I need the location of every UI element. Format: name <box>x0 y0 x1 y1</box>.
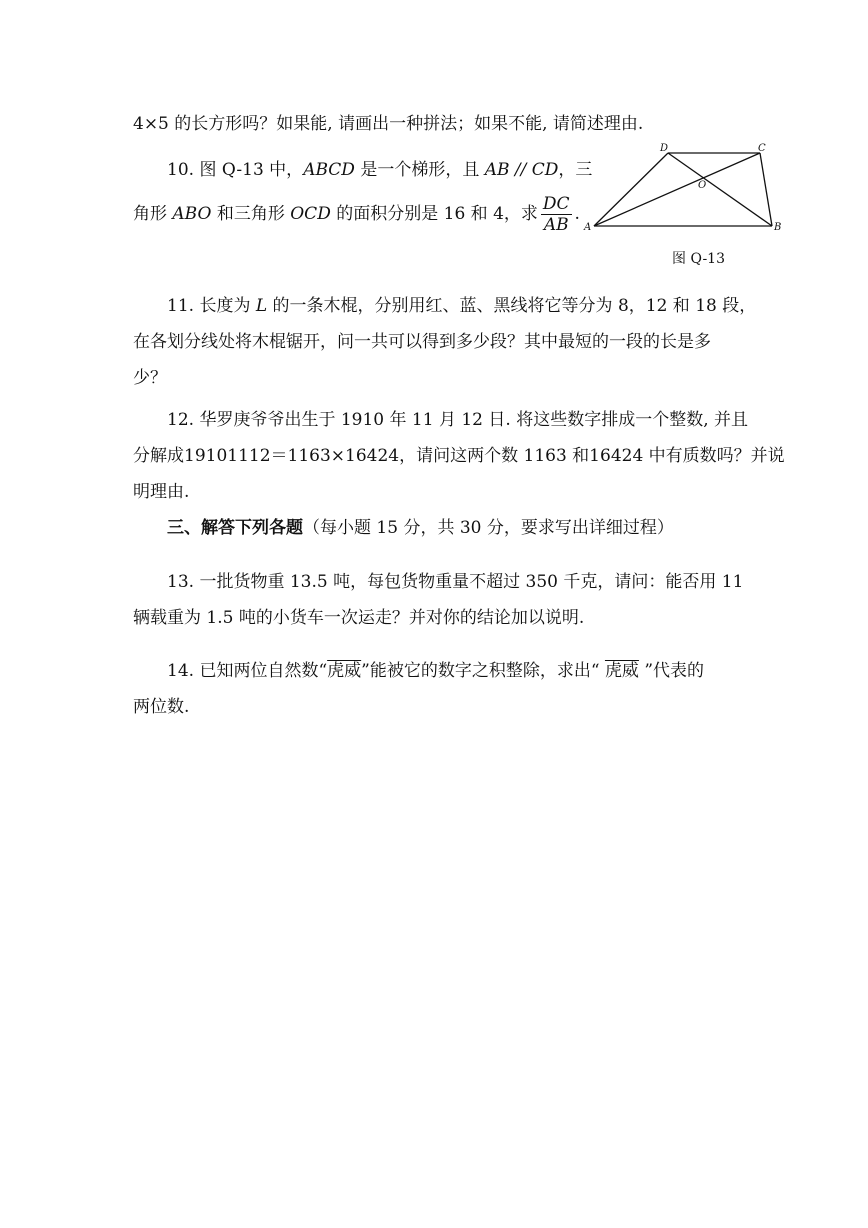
q10-text: 10. 图 Q-13 中， <box>167 160 304 180</box>
q14-line-1 <box>167 659 704 683</box>
trapezoid-figure <box>580 138 790 238</box>
figure-caption: 图 Q-13 <box>672 251 725 267</box>
q11-text: 11. 长度为 <box>167 296 256 316</box>
q14-line-2: 两位数. <box>133 697 190 717</box>
fraction-denominator: AB <box>543 215 569 235</box>
q10-period: . <box>574 204 580 224</box>
q12-line-1: 12. 华罗庚爷爷出生于 1910 年 11 月 12 日. 将这些数字排成一个整数, 并且 <box>167 410 749 430</box>
q10-triangle-ocd: OCD <box>290 204 331 224</box>
q13-line-1: 13. 一批货物重 13.5 吨，每包货物重量不超过 350 千克，请问：能否用 11 <box>167 572 744 592</box>
label-c: C <box>758 143 766 154</box>
diagonal-ac <box>594 153 760 226</box>
q10-text: 是一个梯形，且 <box>354 160 485 180</box>
q14-number-overline: 虎威 <box>604 661 639 681</box>
q14-text: ”代表的 <box>638 661 705 681</box>
q10-text: ，三 <box>558 160 593 180</box>
q10-text: 的面积分别是 16 和 4，求 <box>330 204 538 224</box>
q14-number-overline: 虎威 <box>327 661 362 681</box>
fraction-dc-ab <box>541 194 572 235</box>
q10-text: 角形 <box>133 204 173 224</box>
q12-line-3: 明理由. <box>133 482 190 502</box>
q10-trapezoid-name: ABCD <box>303 160 355 180</box>
q13-line-2: 辆载重为 1.5 吨的小货车一次运走？并对你的结论加以说明. <box>133 608 585 628</box>
label-b: B <box>774 222 782 233</box>
q10-line-2 <box>133 194 580 235</box>
section-3-heading <box>167 516 674 540</box>
edge-ad <box>594 153 668 226</box>
label-d: D <box>660 143 669 154</box>
q11-line-1 <box>167 294 756 318</box>
q10-parallel: AB // CD <box>484 160 559 180</box>
section-3-title: 三、解答下列各题 <box>167 518 303 538</box>
q11-length-l: L <box>255 296 268 316</box>
diagonal-bd <box>668 153 772 226</box>
q9-continuation: 4×5 的长方形吗？如果能, 请画出一种拼法；如果不能, 请简述理由. <box>133 114 644 134</box>
q11-line-2: 在各划分线处将木棍锯开，问一共可以得到多少段？其中最短的一段的长是多 <box>133 332 711 352</box>
label-a: A <box>584 222 592 233</box>
fraction-numerator: DC <box>542 194 570 214</box>
q12-line-2: 分解成19101112＝1163×16424，请问这两个数 1163 和16424 中有质数吗？并说 <box>133 446 785 466</box>
q11-line-3: 少？ <box>133 368 167 388</box>
q14-text: 14. 已知两位自然数“ <box>167 661 328 681</box>
q10-line-1 <box>167 158 592 182</box>
q14-text: ”能被它的数字之积整除，求出“ <box>361 661 605 681</box>
section-3-note: （每小题 15 分，共 30 分，要求写出详细过程） <box>303 518 674 538</box>
q11-text: 的一条木棍，分别用红、蓝、黑线将它等分为 8，12 和 18 段， <box>267 296 757 316</box>
q10-triangle-abo: ABO <box>172 204 212 224</box>
edge-bc <box>760 153 772 226</box>
q10-text: 和三角形 <box>211 204 291 224</box>
label-o: O <box>698 180 707 191</box>
